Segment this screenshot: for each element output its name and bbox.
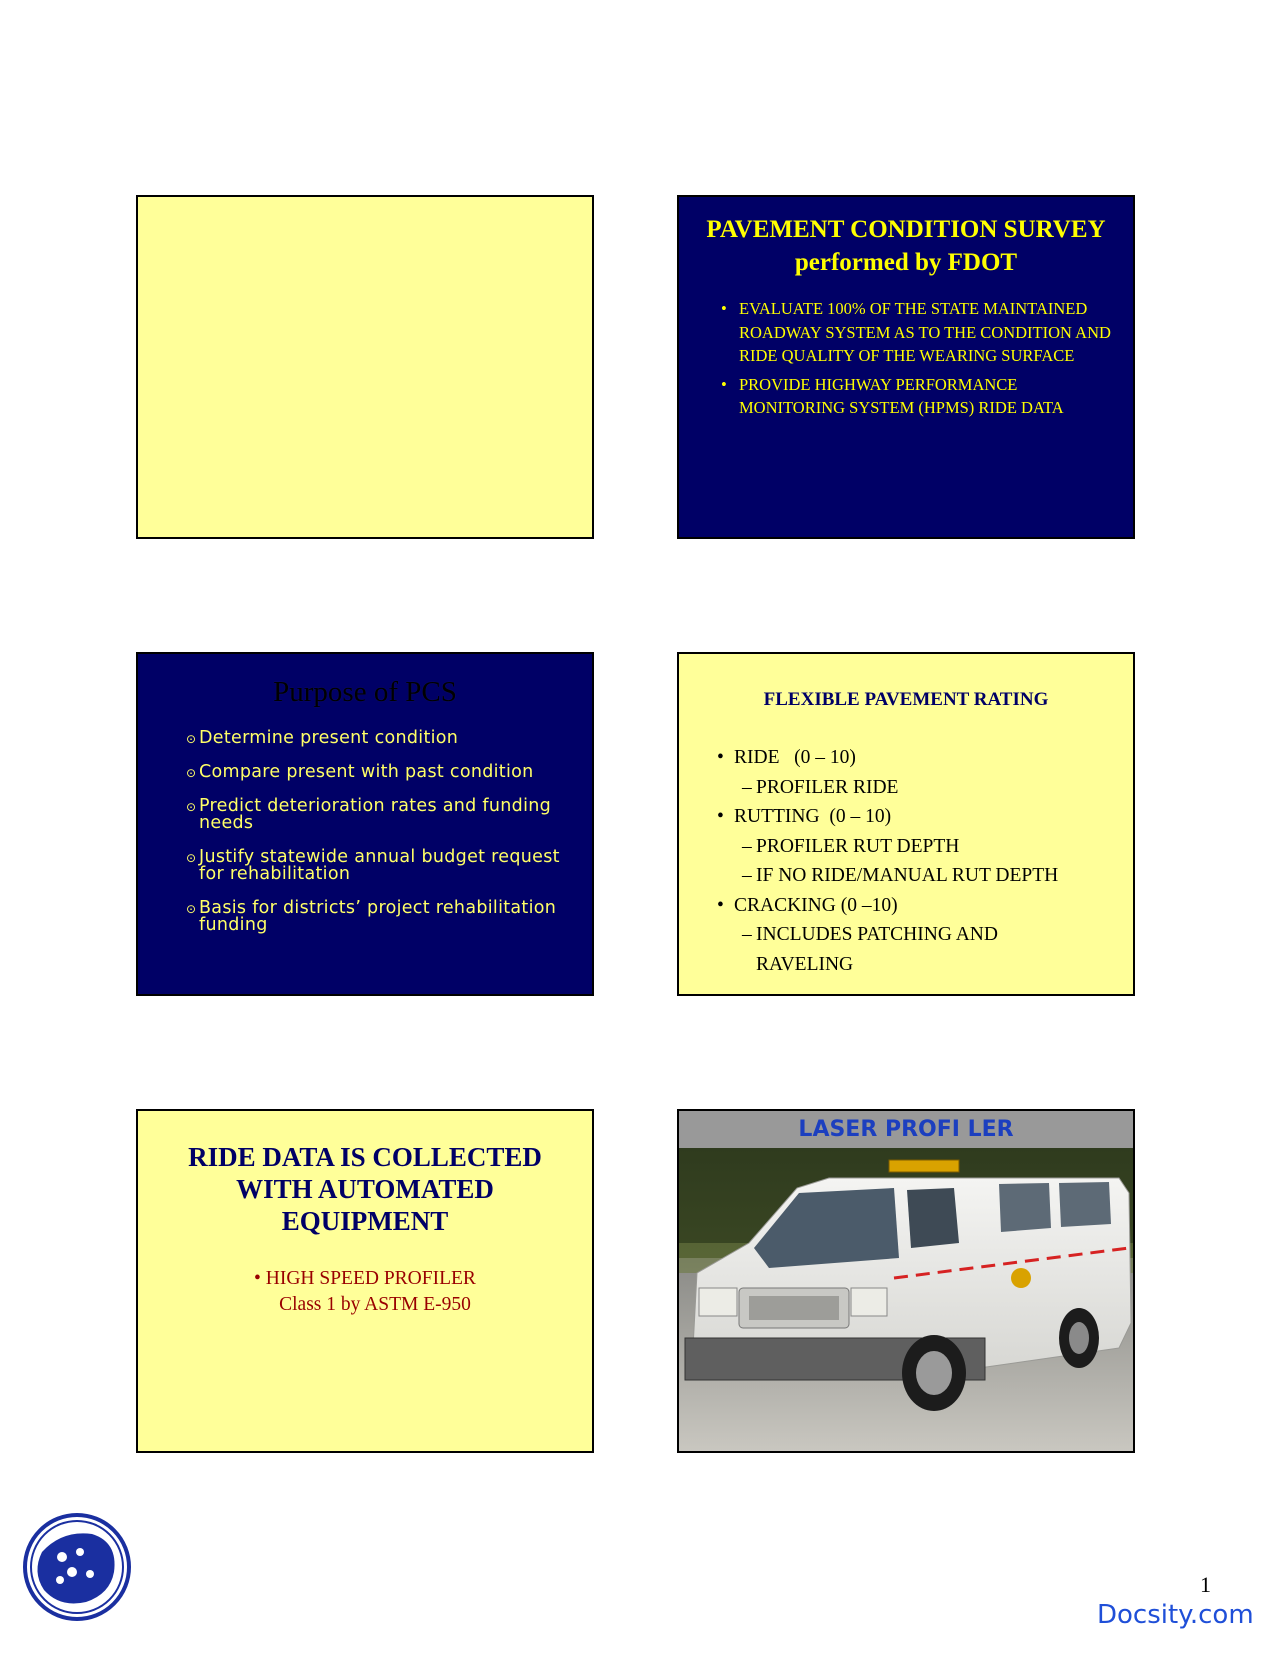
slide-flexible-pavement-rating [677,652,1135,996]
bullet-item: • HIGH SPEED PROFILER Class 1 by ASTM E-950 [254,1268,476,1315]
slide-title: Purpose of PCS [273,676,457,708]
bullet-item: ⊙ Determine present condition [186,728,459,748]
rating-subitem: – PROFILER RUT DEPTH [742,835,960,857]
circle-dot-icon: ⊙ [186,800,197,814]
rating-item: • CRACKING (0 –10) [717,894,898,916]
slide-title: RIDE DATA IS COLLECTED WITH AUTOMATED EQUIPMENT [188,1142,542,1236]
circle-dot-icon: ⊙ [186,902,197,916]
rating-item: • RIDE (0 – 10) [717,747,856,768]
bullet-item: ⊙ Basis for districts’ project rehabilitation funding [186,898,557,935]
rating-subitem: – PROFILER RIDE [742,776,899,798]
slide-ride-data [136,1109,594,1453]
page-number: 1 [1200,1572,1211,1597]
circle-dot-icon: ⊙ [186,766,197,780]
slide-title: PAVEMENT CONDITION SURVEY performed by FDOT [706,216,1106,276]
slide-title: FLEXIBLE PAVEMENT RATING [763,689,1049,710]
bullet-item: ⊙ Justify statewide annual budget request for rehabilitation [186,847,560,884]
docsity-logo-icon [22,1512,132,1622]
bullet-item: ⊙ Compare present with past condition [186,762,534,782]
bullet-item: • EVALUATE 100% OF THE STATE MAINTAINED ROADWAY SYSTEM AS TO THE CONDITION AND RIDE QUALITY OF THE WEARING SURFACE [721,299,1111,365]
circle-dot-icon: ⊙ [186,851,197,865]
circle-dot-icon: ⊙ [186,732,197,746]
rating-subitem: – IF NO RIDE/MANUAL RUT DEPTH [742,865,1059,886]
rating-list [717,743,1058,979]
docsity-link[interactable]: Docsity.com [1097,1600,1254,1630]
van-photo [679,1148,1133,1451]
slide-blank [136,195,594,539]
slide-pcs-fdot [677,195,1135,539]
bullet-list [186,730,582,951]
rating-subitem: – INCLUDES PATCHING AND RAVELING [742,924,998,975]
slide-title: LASER PROFI LER [679,1111,1133,1148]
bullet-list [719,297,1113,425]
slide-purpose-of-pcs [136,652,594,996]
bullet-item: ⊙ Predict deterioration rates and funding needs [186,796,552,833]
rating-item: • RUTTING (0 – 10) [717,806,892,827]
slide-laser-profiler [677,1109,1135,1453]
bullet-item: • PROVIDE HIGHWAY PERFORMANCE MONITORING SYSTEM (HPMS) RIDE DATA [721,374,1064,417]
